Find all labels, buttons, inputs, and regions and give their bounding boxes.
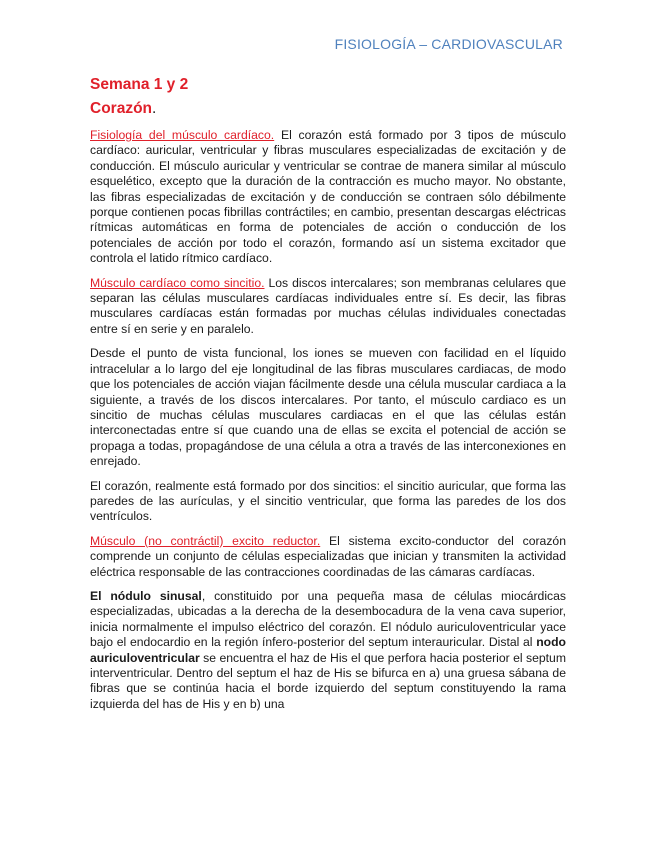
topic-heading-text: Corazón [90, 100, 152, 117]
paragraph-text: Los discos intercalares; son membranas celulares que separan las células musculares cardíacas individuales entre sí. Es decir, las fibras musculares cardíacas están formadas por muchas células individuales conectadas entre sí en serie y en paralelo. [90, 275, 566, 336]
paragraph-functional-view: Desde el punto de vista funcional, los iones se mueven con facilidad en el líquido intracelular a lo largo del eje longitudinal de las fibras musculares cardiacas, de modo que los potenciales de acción viajan fácilmente desde una célula muscular cardiaca a la siguiente, a través de los discos intercalares. Por tanto, el músculo cardiaco es un sincitio de muchas células musculares cardiacas en el que las células están interconectadas entre sí que cuando una de ellas se excita el potencial de acción se propaga a todas, propagándose de una célula a otra a través de las interconexiones en enrejado. [90, 346, 566, 469]
paragraph-sinus-node [90, 589, 566, 712]
week-heading: Semana 1 y 2 [90, 76, 189, 93]
page-content [90, 76, 566, 721]
paragraph-muscle-physiology [90, 128, 566, 267]
subheading-conduction-system: Músculo (no contráctil) excito reductor. [90, 533, 321, 548]
topic-heading [90, 100, 566, 118]
paragraph-text: El corazón está formado por 3 tipos de músculo cardíaco: auricular, ventricular y fibras musculares especializadas de excitación y de conducción. El músculo auricular y ventricular se contrae de manera similar al músculo esquelético, excepto que la duración de la contracción es mucho mayor. No obstante, las fibras especializadas de excitación y de conducción se contraen sólo débilmente porque contienen pocas fibrillas contráctiles; en cambio, presentan descargas eléctricas rítmicas automáticas en forma de potenciales de acción o conducción de los potenciales de acción por todo el corazón, formando así un sistema excitador que controla el latido rítmico cardíaco. [90, 128, 566, 266]
paragraph-two-syncytia: El corazón, realmente está formado por dos sincitios: el sincitio auricular, que forma las paredes de las aurículas, y el sincitio ventricular, que forma las paredes de los dos ventrículos. [90, 478, 566, 524]
paragraph-syncytium [90, 276, 566, 338]
term-sinus-node: El nódulo sinusal [90, 588, 202, 603]
term-av-node: nodo auriculoventricular [90, 635, 566, 665]
paragraph-conduction-system [90, 534, 566, 580]
subheading-syncytium: Músculo cardíaco como sincitio. [90, 275, 265, 290]
running-header: FISIOLOGÍA – CARDIOVASCULAR [334, 36, 563, 52]
topic-heading-punct: . [152, 100, 157, 117]
paragraph-text: El sistema excito-conductor del corazón comprende un conjunto de células especializadas que inician y transmiten la actividad eléctrica responsable de las contracciones coordinadas de las cámaras cardíacas. [90, 533, 566, 579]
subheading-muscle-physiology: Fisiología del músculo cardíaco. [90, 128, 275, 142]
paragraph-text: , constituido por una pequeña masa de células miocárdicas especializadas, ubicadas a la derecha de la desembocadura de la vena cava superior, inicia normalmente el impulso eléctrico del corazón. El nódulo auriculoventricular yace bajo el endocardio en la región ínfero-posterior del septum interauricular. Distal al [90, 588, 566, 650]
paragraph-text: se encuentra el haz de His el que perfora hacia posterior el septum interventricular. Dentro del septum el haz de His se bifurca en a) una gruesa sábana de fibras que se continúa hacia el borde izquierdo del septum constituyendo la rama izquierda del has de His y en b) una [90, 650, 566, 711]
